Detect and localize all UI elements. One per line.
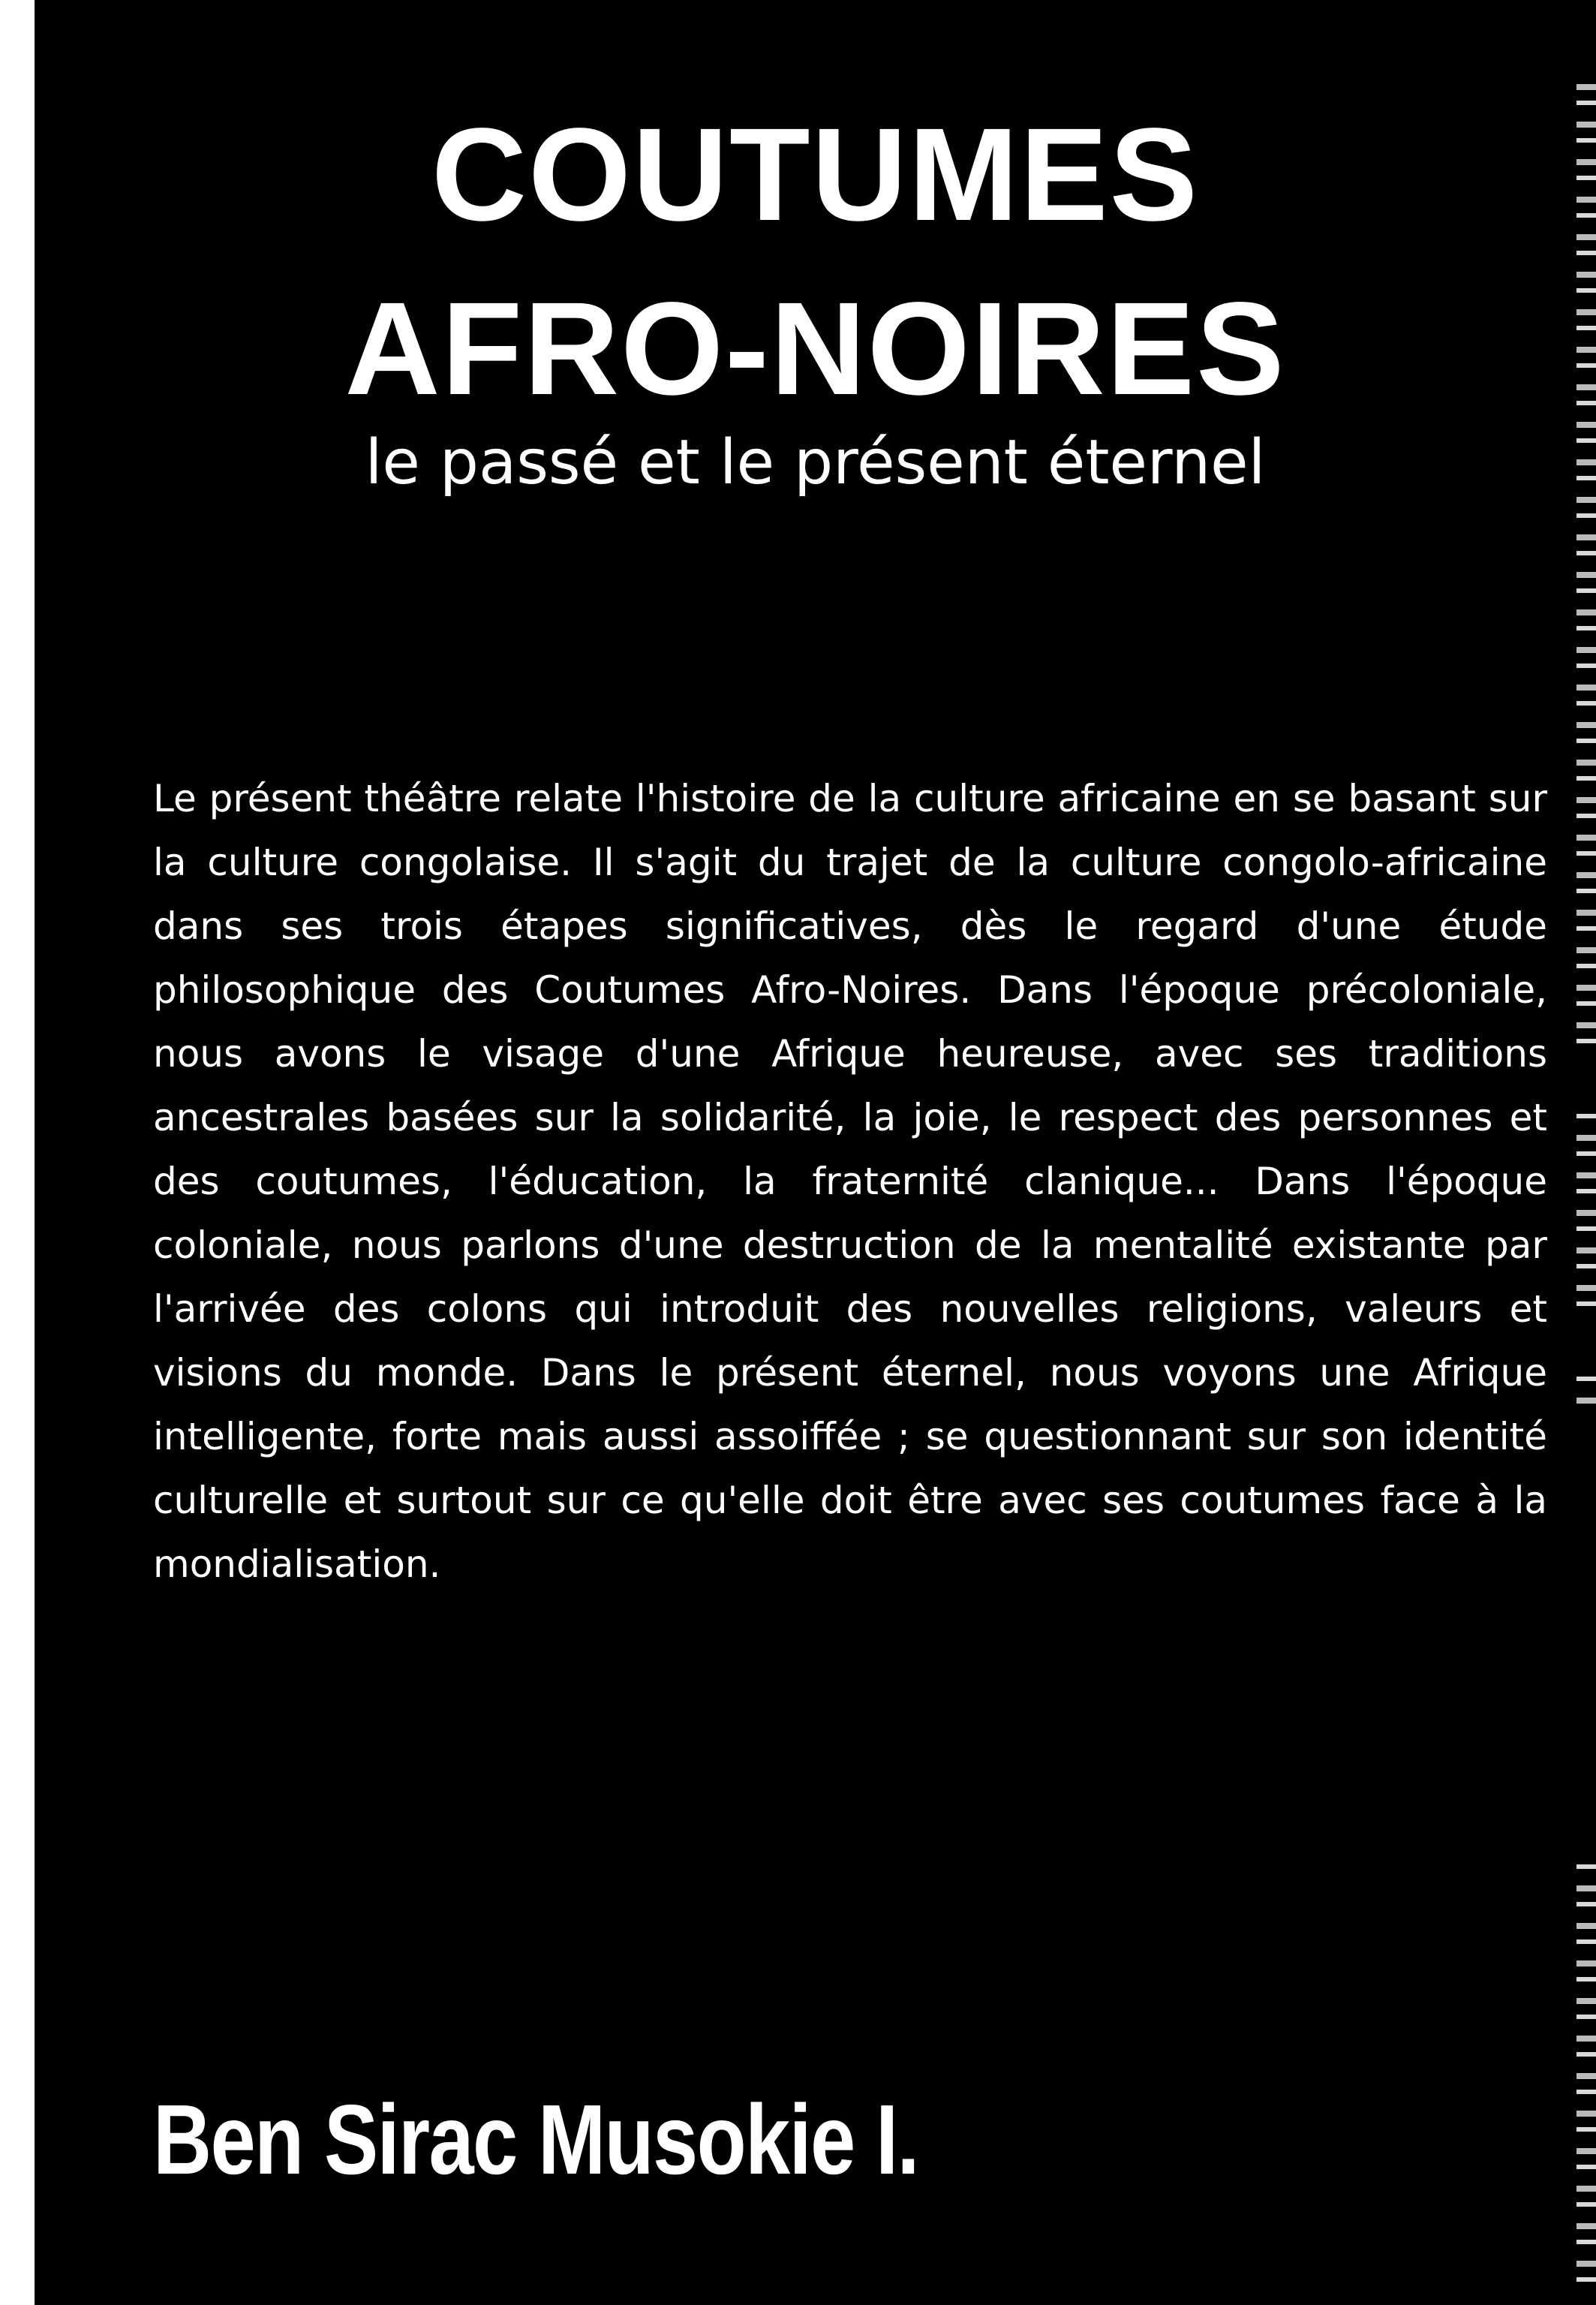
spine-gap [1576,1043,1596,1111]
author-name: Ben Sirac Musokie I. [153,2084,918,2195]
back-cover [35,0,1596,2305]
blurb-text: Le présent théâtre relate l'histoire de la culture africaine en se basant sur la culture congolaise. Il s'agit du trajet de la culture congolo-africaine dans ses trois étapes significatives, dès le regard d'une étude philosophique des Coutumes Afro-Noires. Dans l'époque précoloniale, nous avons le visage d'une Afrique heureuse, avec ses traditions ancestrales basées sur la solidarité, la joie, le respect des personnes et des coutumes, l'éducation, la fraternité clanique... Dans l'époque coloniale, nous parlons d'une destruction de la mentalité existante par l'arrivée des colons qui introduit des nouvelles religions, valeurs et visions du monde. Dans le présent éternel, nous voyons une Afrique intelligente, forte mais aussi assoiffée ; se questionnant sur son identité culturelle et surtout sur ce qu'elle doit être avec ses coutumes face à la mondialisation. [153,777,1547,1586]
title-line-2: AFRO-NOIRES [344,275,1286,423]
subtitle: le passé et le présent éternel [365,427,1266,498]
title-line-1: COUTUMES [431,101,1200,248]
spine-gap [1576,1306,1596,1366]
spine-gap [1576,1411,1596,1854]
spine-edge [1576,68,1596,2289]
